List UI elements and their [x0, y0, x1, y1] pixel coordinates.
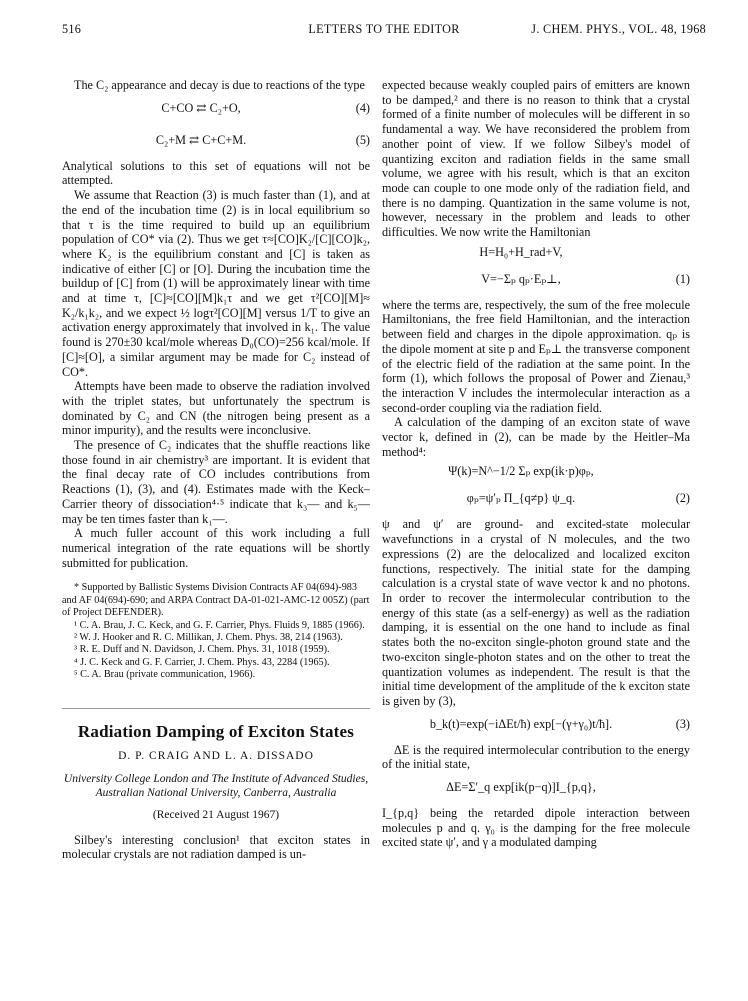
equation-1 — [382, 266, 690, 296]
equation-number: (4) — [355, 100, 370, 115]
equation-number: (1) — [675, 271, 690, 286]
equation-4 — [62, 95, 370, 125]
footnotes — [62, 582, 370, 681]
equation-hamiltonian — [382, 242, 690, 264]
equation-3 — [382, 711, 690, 741]
paragraph: Silbey's interesting conclusion¹ that exciton states in molecular crystals are not radiation damped is un- — [62, 832, 370, 862]
footnote: ² W. J. Hooker and R. C. Millikan, J. Chem. Phys. 38, 214 (1963). — [74, 632, 343, 644]
paragraph: A much fuller account of this work including a full numerical integration of the rate equations will be shortly submitted for publication. — [62, 526, 370, 570]
paragraph: where the terms are, respectively, the sum of the free molecule Hamiltonians, the free field Hamiltonian, and the interaction between field and charges in the dipole approximation. qₚ is the dipole moment at site p and Eₚ⊥ the transverse component of the electric field of the radiation at the same point. In the form (1), which follows the proposal of Power and Zienau,³ the interaction V includes the intermolecular interaction as a second-order coupling via the radiation field. — [382, 297, 690, 415]
equation-expression: b_k(t)=exp(−iΔEt/ħ) exp[−(γ+γ₀)t/ħ]. — [429, 716, 613, 731]
paragraph: expected because weakly coupled pairs of emitters are known to be damped,² and there is no reason to think that a crystal formed of a finite number of molecules will be different in so fundamental a way. We have reconsidered the problem from another point of view. If we follow Silbey's model of quantizing exciton and radiation fields in the same small volume, we agree with his result, which is that an exciton mode can couple to one mode only of the radiation field, and there is no damping. Quantization in the same volume is not, however, necessary in the problem and leads to other difficulties. We now write the Hamiltonian — [382, 78, 690, 240]
equation-5 — [62, 127, 370, 157]
equation-expression: C₂+M ⇄ C+C+M. — [155, 132, 247, 147]
running-title: LETTERS TO THE EDITOR — [308, 22, 460, 36]
paragraph: ψ and ψ′ are ground- and excited-state molecular wavefunctions in a crystal of N molecules, and the two expressions (2) are the delocalized and localized exciton functions, respectively. The initial state for the damping calculation is a crystal state of wave vector k and no photons. In order to recover the intermolecular contribution to the energy of this state (as a self-energy) as well as the radiation damping, it is essential on the one hand to include as final states both the no-exciton single-photon ground state and the two-exciton single-photon states and on the other to treat the quantization volumes as independent. The result is that the initial time development of the amplitude of the k exciton state is given by (3), — [382, 517, 690, 708]
page-header — [62, 22, 706, 42]
page-number: 516 — [62, 22, 82, 36]
paragraph: I_{p,q} being the retarded dipole interaction between molecules p and q. γ₀ is the damping for the free molecule excited state ψ′, and γ a modulated damping — [382, 806, 690, 850]
received-date: (Received 21 August 1967) — [152, 809, 280, 822]
paragraph: We assume that Reaction (3) is much faster than (1), and at the end of the incubation time (2) is in local equilibrium so that τ is the time required to build up an equilibrium population of CO* via (2). Thus we get τ≈[CO]K₂/[C][CO]k₂, where K₂ is the equilibrium constant and [C] is taken as indicative of either [C] or [O]. During the incubation time the buildup of [C] from (1) will be approximately linear with time and at time τ, [C]≈[CO][M]k₁τ and we get τ²[CO][M]≈ K₂/k₁k₂, and we expect ½ logτ²[CO][M] versus 1/T to give an activation energy approximately that involved in k₁. The value found is 270±30 kcal/mole whereas D₀(CO)=256 kcal/mole. If [C]≈[O], a similar argument may be made for C₂ instead of CO*. — [62, 188, 370, 379]
left-column — [62, 78, 370, 862]
equation-number: (2) — [675, 491, 690, 506]
footnote: ⁴ J. C. Keck and G. F. Carrier, J. Chem. Phys. 43, 2284 (1965). — [74, 656, 330, 668]
footnote: ³ R. E. Duff and N. Davidson, J. Chem. Phys. 31, 1018 (1959). — [74, 644, 330, 656]
journal-citation: J. CHEM. PHYS., VOL. 48, 1968 — [531, 22, 706, 36]
equation-expression: ΔE=Σ′_q exp[ik(p−q)]I_{p,q}, — [446, 780, 596, 795]
right-column — [382, 78, 690, 850]
paragraph: Attempts have been made to observe the radiation involved with the triplet states, but unfortunately the spectrum is dominated by C₂ and CN (the nitrogen being present as a minor impurity), and the results were inconclusive. — [62, 379, 370, 438]
section-divider — [62, 708, 370, 709]
equation-expression: C+CO ⇄ C₂+O, — [161, 100, 241, 115]
paragraph: ΔE is the required intermolecular contribution to the energy of the initial state, — [382, 742, 690, 772]
equation-exciton-state — [382, 461, 690, 483]
equation-2 — [382, 485, 690, 515]
footnote: ¹ C. A. Brau, J. C. Keck, and G. F. Carrier, Phys. Fluids 9, 1885 (1966). — [74, 619, 365, 631]
equation-expression: φₚ=ψ′ₚ Π_{q≠p} ψ_q. — [466, 491, 576, 506]
equation-expression: V=−Σₚ qₚ·Eₚ⊥, — [481, 271, 561, 286]
paragraph: The C₂ appearance and decay is due to reactions of the type — [74, 78, 365, 92]
affiliation: University College London and The Institute of Advanced Studies, Australian National University, Canberra, Australia — [63, 773, 369, 800]
paragraph: Analytical solutions to this set of equations will not be attempted. — [62, 158, 370, 188]
section-title: Radiation Damping of Exciton States — [77, 721, 355, 741]
equation-expression: H=H₀+H_rad+V, — [479, 244, 563, 259]
equation-delta-e — [382, 774, 690, 804]
equation-number: (5) — [355, 132, 370, 147]
equation-expression: Ψ(k)=N^−1/2 Σₚ exp(ik·p)φₚ, — [448, 464, 594, 479]
paragraph: The presence of C₂ indicates that the shuffle reactions like those found in air chemistry³ are important. It is evident that the final decay rate of CO includes contributions from Reactions (1), (3), and (4). Estimates made with the Keck–Carrier theory of dissociation⁴·⁵ indicate that k₃— and k₅— may be ten times faster than k₁—. — [62, 438, 370, 526]
equation-number: (3) — [675, 716, 690, 731]
footnote: * Supported by Ballistic Systems Division Contracts AF 04(694)-983 and AF 04(694)-690; and ARPA Contract DA-01-021-AMC-12 005Z) (part of Project DEFENDER). — [62, 582, 370, 619]
paragraph: A calculation of the damping of an exciton state of wave vector k, defined in (2), can be made by the Heitler–Ma method⁴: — [382, 415, 690, 459]
footnote: ⁵ C. A. Brau (private communication, 1966). — [74, 669, 256, 681]
authors: D. P. CRAIG AND L. A. DISSADO — [118, 750, 314, 763]
